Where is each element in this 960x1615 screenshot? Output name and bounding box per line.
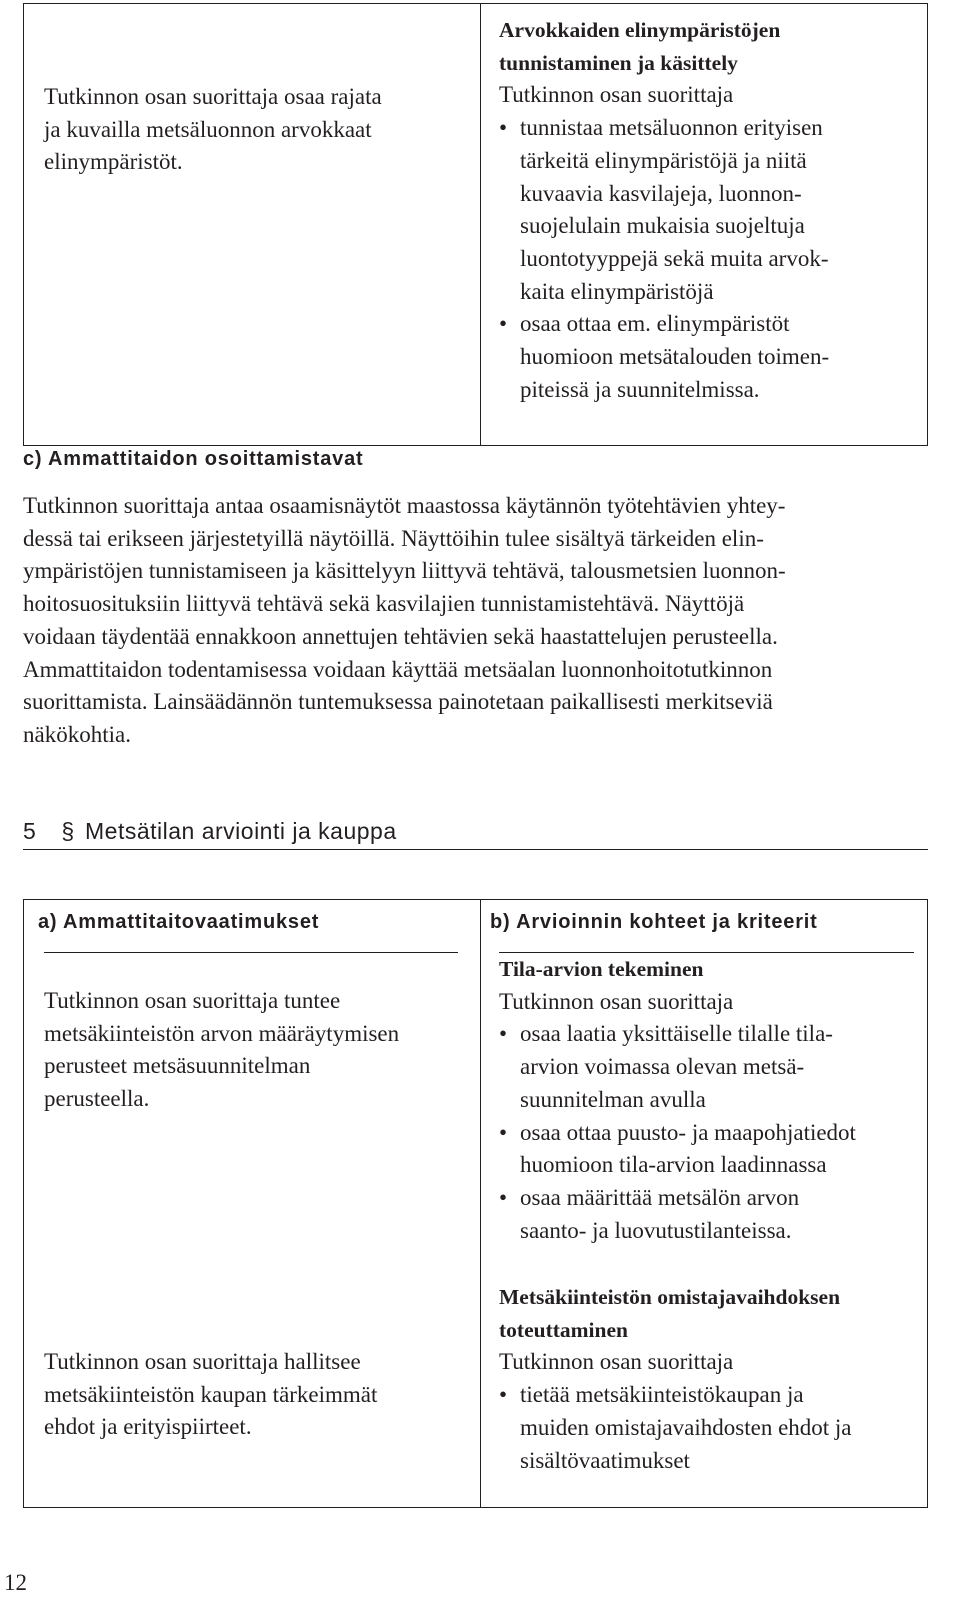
header-underline-a: [44, 952, 458, 953]
text-line: ja kuvailla metsäluonnon arvokkaat: [44, 116, 372, 142]
text-line: dessä tai erikseen järjestetyillä näytöillä. Näyttöihin tulee sisältyä tärkeiden elin-: [23, 525, 764, 551]
text-line: hoitosuosituksiin liittyvä tehtävä sekä kasvilajien tunnistamistehtävä. Näyttöjä: [23, 591, 745, 617]
criteria-item: • osaa ottaa puusto- ja maapohjatiedot huomioon tila-arvion laadinnassa: [499, 1117, 924, 1182]
criteria-block-habitats: [499, 14, 924, 406]
column-divider: [480, 900, 481, 1507]
criteria-intro: Tutkinnon osan suorittaja: [499, 82, 734, 108]
criteria-item: • tunnistaa metsäluonnon erityisen tärkeitä elinympäristöjä ja niitä kuvaavia kasvilajeja, luonnon- suojelulain mukaisia suojeltuja luontotyyppejä sekä muita arvok- kaita elinympäristöjä: [499, 112, 924, 308]
criteria-heading: Tila-arvion tekeminen: [499, 957, 704, 981]
criteria-item: • osaa määrittää metsälön arvon saanto- ja luovutustilanteissa.: [499, 1182, 924, 1247]
section-5-title: [23, 818, 928, 850]
criteria-intro: Tutkinnon osan suorittaja: [499, 988, 734, 1014]
criteria-item: • tietää metsäkiinteistökaupan ja muiden omistajavaihdosten ehdot ja sisältövaatimukset: [499, 1379, 924, 1477]
requirement-text-habitats: [44, 81, 464, 179]
text-line: Tutkinnon osan suorittaja osaa rajata: [44, 84, 382, 109]
criteria-intro: Tutkinnon osan suorittaja: [499, 1349, 734, 1375]
page-number: 12: [4, 1570, 27, 1595]
text-line: Ammattitaidon todentamisessa voidaan käyttää metsäalan luonnonhoitotutkinnon: [23, 656, 773, 682]
section-c-paragraph: [23, 490, 928, 752]
criteria-block-ownership: [499, 1281, 924, 1477]
text-line: elinympäristöt.: [44, 149, 183, 175]
criteria-heading: Metsäkiinteistön omistajavaihdoksen toteuttaminen: [499, 1285, 841, 1342]
section-number: 5: [23, 818, 37, 844]
text-line: voidaan täydentää ennakkoon annettujen tehtävien sekä haastattelujen perusteella.: [23, 623, 778, 649]
column-b-heading: b) Arvioinnin kohteet ja kriteerit: [490, 911, 818, 933]
criteria-item: • osaa laatia yksittäiselle tilalle tila- arvion voimassa olevan metsä- suunnitelman avulla: [499, 1018, 924, 1116]
criteria-heading: [499, 14, 924, 79]
requirement-text-valuation: Tutkinnon osan suorittaja tuntee metsäkiinteistön arvon määräytymisen perusteet metsäsuunnitelman perusteella.: [44, 988, 400, 1112]
section-title-text: Metsätilan arviointi ja kauppa: [85, 818, 397, 844]
text-line: näkökohtia.: [23, 721, 131, 747]
text-line: ympäristöjen tunnistamiseen ja käsittelyyn liittyvä tehtävä, talousmetsien luonnon-: [23, 558, 786, 584]
section-c-heading: c) Ammattitaidon osoittamistavat: [23, 448, 364, 470]
column-divider: [480, 4, 481, 445]
criteria-list: [499, 112, 924, 406]
text-line: suorittamista. Lainsäädännön tuntemuksessa painotetaan paikallisesti merkitseviä: [23, 689, 773, 715]
column-a-heading: a) Ammattitaitovaatimukset: [38, 911, 320, 933]
section-symbol: §: [61, 818, 75, 844]
heading-line: tunnistaminen ja käsittely: [499, 50, 738, 75]
criteria-list: [499, 1018, 924, 1247]
text-line: Tutkinnon suorittaja antaa osaamisnäytöt maastossa käytännön työtehtävien yhtey-: [23, 493, 786, 518]
criteria-list: [499, 1379, 924, 1477]
criteria-item: • osaa ottaa em. elinympäristöt huomioon metsätalouden toimen- piteissä ja suunnitelmissa.: [499, 308, 924, 406]
requirement-text-trade: Tutkinnon osan suorittaja hallitsee metsäkiinteistön kaupan tärkeimmät ehdot ja erityispiirteet.: [44, 1349, 378, 1440]
criteria-block-valuation: [499, 953, 924, 1247]
heading-line: Arvokkaiden elinympäristöjen: [499, 18, 781, 42]
